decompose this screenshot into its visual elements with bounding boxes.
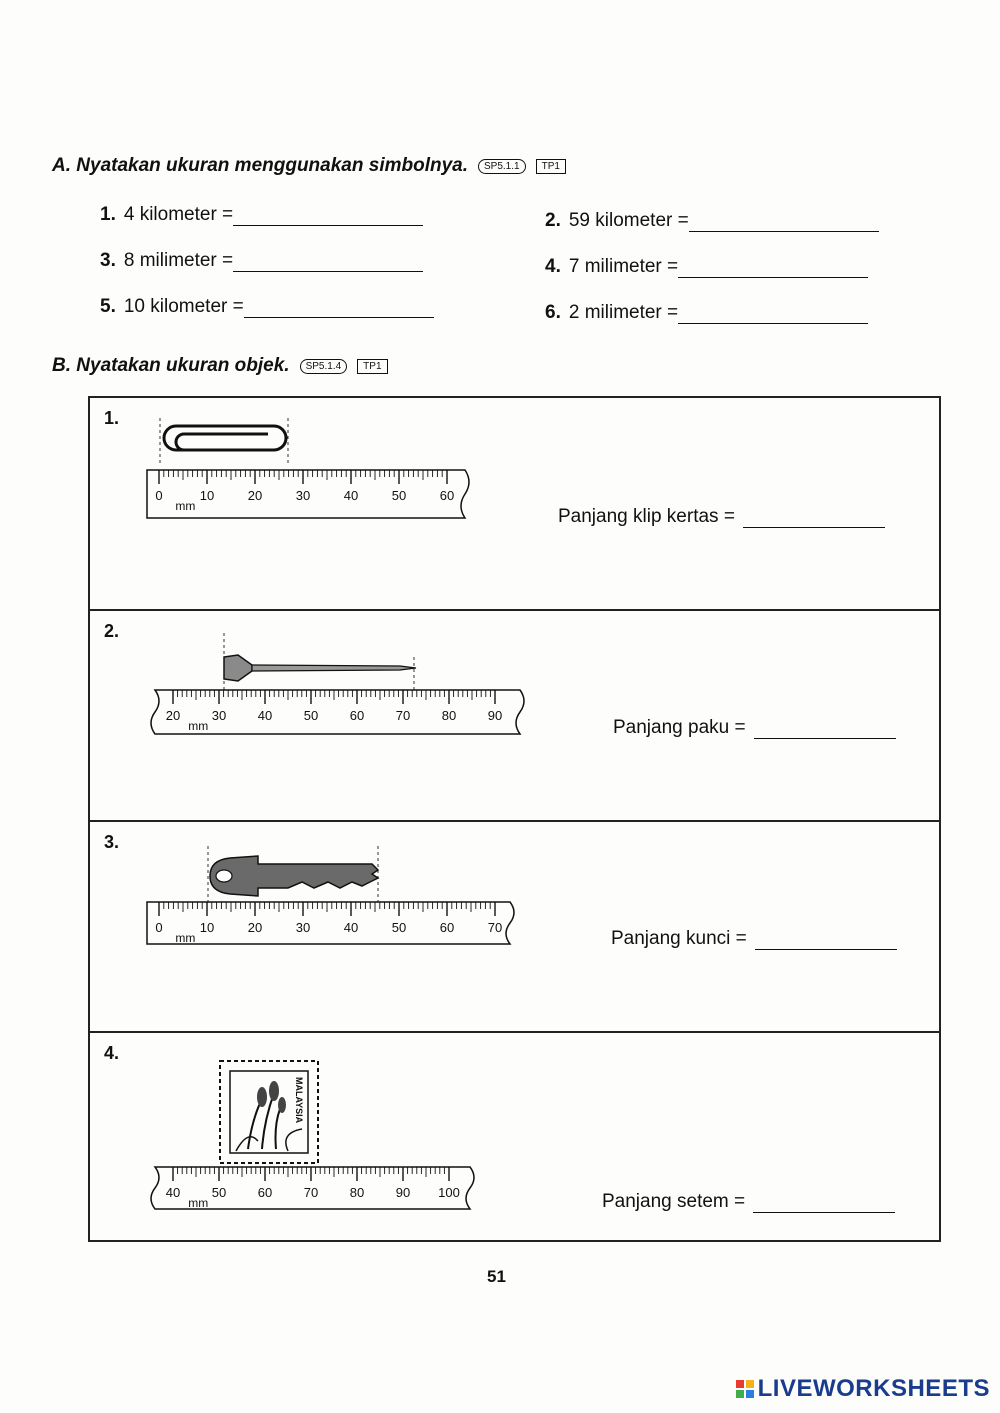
- ruler-tick-label: 40: [343, 488, 359, 503]
- answer-row-3: [611, 928, 897, 950]
- ruler-2: [145, 686, 530, 738]
- ruler-tick-label: 60: [257, 1185, 273, 1200]
- question-a1: [100, 204, 423, 226]
- ruler-tick-label: 50: [391, 920, 407, 935]
- ruler-tick-label: 50: [391, 488, 407, 503]
- stamp-text: MALAYSIA: [294, 1077, 304, 1124]
- watermark-text: LIVEWORKSHEETS: [757, 1375, 990, 1402]
- answer-field-b2[interactable]: [754, 718, 896, 739]
- stamp-icon: [218, 1059, 322, 1167]
- ruler-unit-label: mm: [188, 719, 209, 733]
- ruler-tick-label: 60: [439, 920, 455, 935]
- ruler-tick-label: 10: [199, 920, 215, 935]
- ruler-unit-label: mm: [175, 931, 196, 945]
- section-a-tp: TP1: [536, 159, 566, 174]
- section-a-heading: [52, 155, 566, 177]
- logo-square: [736, 1390, 744, 1398]
- question-text: 59 kilometer =: [568, 210, 689, 231]
- answer-field-a6[interactable]: [678, 303, 868, 324]
- question-a5: [100, 296, 434, 318]
- item-number: 3.: [104, 832, 120, 852]
- question-number: 6.: [545, 302, 561, 323]
- answer-label: Panjang klip kertas =: [558, 506, 735, 527]
- ruler-tick-label: 80: [441, 708, 457, 723]
- ruler-tick-label: 70: [395, 708, 411, 723]
- question-number: 4.: [545, 256, 561, 277]
- ruler-tick-label: 50: [211, 1185, 227, 1200]
- question-text: 2 milimeter =: [568, 302, 679, 323]
- key-icon: [202, 846, 382, 906]
- ruler-1: [145, 466, 475, 522]
- page-number: 51: [487, 1267, 506, 1286]
- question-number: 2.: [545, 210, 561, 231]
- liveworksheets-icon: [736, 1380, 754, 1398]
- ruler-tick-label: 10: [199, 488, 215, 503]
- answer-row-2: [613, 717, 896, 739]
- ruler-tick-label: 0: [155, 488, 163, 503]
- ruler-tick-label: 60: [439, 488, 455, 503]
- logo-square: [746, 1390, 754, 1398]
- ruler-tick-label: 20: [165, 708, 181, 723]
- question-number: 1.: [100, 204, 116, 225]
- ruler-unit-label: mm: [188, 1196, 209, 1210]
- ruler-tick-label: 20: [247, 920, 263, 935]
- question-text: 4 kilometer =: [123, 204, 234, 225]
- question-text: 8 milimeter =: [123, 250, 234, 271]
- ruler-tick-label: 40: [257, 708, 273, 723]
- question-a3: [100, 250, 423, 272]
- ruler-tick-label: 90: [487, 708, 503, 723]
- answer-field-b3[interactable]: [755, 929, 897, 950]
- watermark-logo: [736, 1375, 990, 1403]
- ruler-tick-label: 90: [395, 1185, 411, 1200]
- logo-square: [736, 1380, 744, 1388]
- ruler-unit-label: mm: [175, 499, 196, 513]
- item-number: 4.: [104, 1043, 120, 1063]
- paperclip-icon: [156, 418, 296, 468]
- ruler-tick-label: 80: [349, 1185, 365, 1200]
- answer-label: Panjang setem =: [602, 1191, 746, 1212]
- answer-field-a3[interactable]: [233, 251, 423, 272]
- ruler-tick-label: 30: [211, 708, 227, 723]
- section-b-tp: TP1: [357, 359, 387, 374]
- question-text: 10 kilometer =: [123, 296, 244, 317]
- answer-field-a5[interactable]: [244, 297, 434, 318]
- ruler-4: [145, 1163, 480, 1213]
- answer-row-4: [602, 1191, 895, 1213]
- item-number: 2.: [104, 621, 120, 641]
- answer-field-a1[interactable]: [233, 205, 423, 226]
- section-b-code: SP5.1.4: [300, 359, 348, 374]
- answer-label: Panjang paku =: [613, 717, 746, 738]
- question-number: 3.: [100, 250, 116, 271]
- question-number: 5.: [100, 296, 116, 317]
- ruler-tick-label: 60: [349, 708, 365, 723]
- ruler-tick-label: 100: [438, 1185, 460, 1200]
- section-a-title: A. Nyatakan ukuran menggunakan simbolnya.: [52, 155, 468, 176]
- ruler-tick-label: 70: [303, 1185, 319, 1200]
- ruler-tick-label: 40: [343, 920, 359, 935]
- answer-label: Panjang kunci =: [611, 928, 747, 949]
- section-b-heading: [52, 355, 388, 377]
- ruler-tick-label: 30: [295, 488, 311, 503]
- logo-square: [746, 1380, 754, 1388]
- ruler-3: [145, 898, 520, 948]
- question-a6: [545, 302, 868, 324]
- answer-row-1: [558, 506, 885, 528]
- question-text: 7 milimeter =: [568, 256, 679, 277]
- answer-field-b1[interactable]: [743, 507, 885, 528]
- answer-field-b4[interactable]: [753, 1192, 895, 1213]
- answer-field-a2[interactable]: [689, 211, 879, 232]
- question-a2: [545, 210, 879, 232]
- section-a-code: SP5.1.1: [478, 159, 526, 174]
- section-b-title: B. Nyatakan ukuran objek.: [52, 355, 290, 376]
- answer-field-a4[interactable]: [678, 257, 868, 278]
- question-a4: [545, 256, 868, 278]
- ruler-tick-label: 50: [303, 708, 319, 723]
- item-number: 1.: [104, 408, 120, 428]
- ruler-tick-label: 30: [295, 920, 311, 935]
- ruler-tick-label: 70: [487, 920, 503, 935]
- ruler-tick-label: 40: [165, 1185, 181, 1200]
- ruler-tick-label: 20: [247, 488, 263, 503]
- ruler-tick-label: 0: [155, 920, 163, 935]
